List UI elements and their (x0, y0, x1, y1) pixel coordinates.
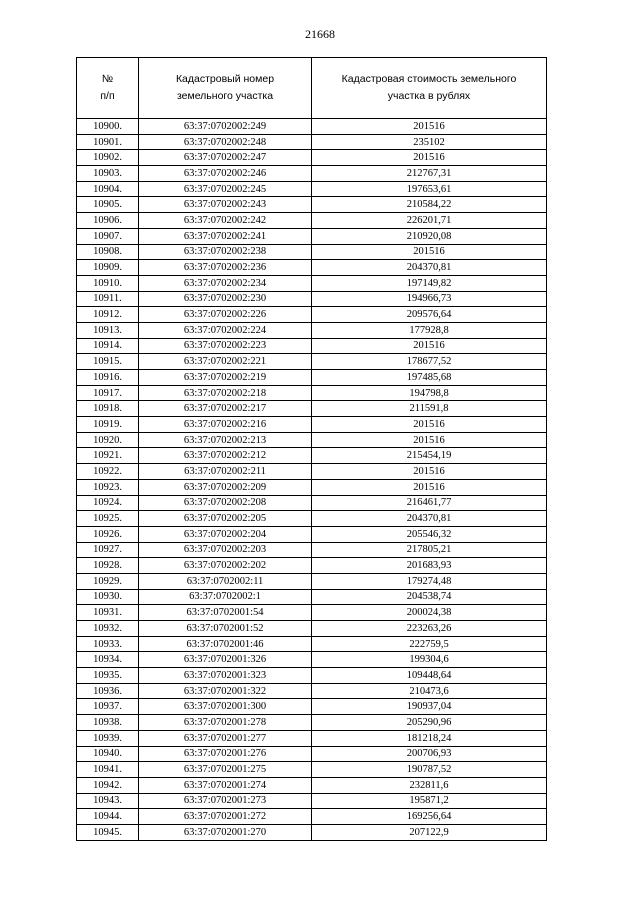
row-number: 10945. (77, 824, 139, 840)
cadastral-number: 63:37:0702001:278 (139, 715, 312, 731)
cadastral-value: 200706,93 (312, 746, 547, 762)
cadastral-value: 235102 (312, 134, 547, 150)
cadastral-value: 210584,22 (312, 197, 547, 213)
cadastral-value: 201516 (312, 119, 547, 135)
cadastral-number: 63:37:0702001:273 (139, 793, 312, 809)
table-row (77, 464, 547, 480)
row-number: 10916. (77, 370, 139, 386)
cadastral-number: 63:37:0702001:270 (139, 824, 312, 840)
cadastral-value: 216461,77 (312, 495, 547, 511)
row-number: 10926. (77, 526, 139, 542)
cadastral-number: 63:37:0702002:245 (139, 181, 312, 197)
table-row (77, 322, 547, 338)
row-number: 10925. (77, 511, 139, 527)
cadastral-value: 232811,6 (312, 777, 547, 793)
row-number: 10941. (77, 762, 139, 778)
cadastral-value: 205290,96 (312, 715, 547, 731)
cadastral-value: 201516 (312, 150, 547, 166)
row-number: 10917. (77, 385, 139, 401)
cadastral-number: 63:37:0702002:1 (139, 589, 312, 605)
row-number: 10901. (77, 134, 139, 150)
row-number: 10929. (77, 573, 139, 589)
cadastral-value: 210920,08 (312, 228, 547, 244)
cadastral-number: 63:37:0702002:223 (139, 338, 312, 354)
cadastral-number: 63:37:0702001:275 (139, 762, 312, 778)
table-row (77, 432, 547, 448)
header-cadastral-value: Кадастровая стоимость земельного участка в рублях (312, 58, 547, 119)
cadastral-value: 223263,26 (312, 621, 547, 637)
cadastral-value: 181218,24 (312, 730, 547, 746)
cadastral-value: 204370,81 (312, 511, 547, 527)
cadastral-value: 197485,68 (312, 370, 547, 386)
row-number: 10934. (77, 652, 139, 668)
table-row (77, 244, 547, 260)
row-number: 10902. (77, 150, 139, 166)
row-number: 10938. (77, 715, 139, 731)
cadastral-number: 63:37:0702002:247 (139, 150, 312, 166)
table-row (77, 385, 547, 401)
cadastral-value: 169256,64 (312, 809, 547, 825)
row-number: 10942. (77, 777, 139, 793)
cadastral-number: 63:37:0702002:224 (139, 322, 312, 338)
cadastral-number: 63:37:0702002:249 (139, 119, 312, 135)
cadastral-value: 211591,8 (312, 401, 547, 417)
table-row (77, 370, 547, 386)
cadastral-value: 201516 (312, 479, 547, 495)
table-row (77, 793, 547, 809)
table-row (77, 605, 547, 621)
table-row (77, 762, 547, 778)
cadastral-value: 217805,21 (312, 542, 547, 558)
table-row (77, 652, 547, 668)
cadastral-value: 201516 (312, 338, 547, 354)
table-row (77, 338, 547, 354)
header-cadastral-number: Кадастровый номер земельного участка (139, 58, 312, 119)
row-number: 10922. (77, 464, 139, 480)
cadastral-number: 63:37:0702002:212 (139, 448, 312, 464)
row-number: 10924. (77, 495, 139, 511)
table-row (77, 150, 547, 166)
table-row (77, 746, 547, 762)
row-number: 10921. (77, 448, 139, 464)
table-row (77, 448, 547, 464)
cadastral-number: 63:37:0702002:242 (139, 213, 312, 229)
cadastral-value: 179274,48 (312, 573, 547, 589)
table-row (77, 715, 547, 731)
cadastral-value: 204538,74 (312, 589, 547, 605)
cadastral-number: 63:37:0702001:322 (139, 683, 312, 699)
cadastral-number: 63:37:0702002:230 (139, 291, 312, 307)
row-number: 10918. (77, 401, 139, 417)
row-number: 10920. (77, 432, 139, 448)
cadastral-value: 205546,32 (312, 526, 547, 542)
table-row (77, 119, 547, 135)
table-row (77, 824, 547, 840)
cadastral-value: 201516 (312, 464, 547, 480)
cadastral-number: 63:37:0702001:272 (139, 809, 312, 825)
row-number: 10919. (77, 417, 139, 433)
cadastral-number: 63:37:0702002:217 (139, 401, 312, 417)
row-number: 10943. (77, 793, 139, 809)
cadastral-value: 200024,38 (312, 605, 547, 621)
table-row (77, 417, 547, 433)
row-number: 10913. (77, 322, 139, 338)
row-number: 10900. (77, 119, 139, 135)
table-header-row (77, 58, 547, 119)
cadastral-number: 63:37:0702001:276 (139, 746, 312, 762)
cadastral-value: 197149,82 (312, 275, 547, 291)
cadastral-number: 63:37:0702002:216 (139, 417, 312, 433)
cadastral-number: 63:37:0702002:226 (139, 307, 312, 323)
table-row (77, 636, 547, 652)
row-number: 10905. (77, 197, 139, 213)
cadastral-number: 63:37:0702001:52 (139, 621, 312, 637)
table-row (77, 197, 547, 213)
cadastral-value: 212767,31 (312, 166, 547, 182)
cadastral-number: 63:37:0702002:11 (139, 573, 312, 589)
cadastral-number: 63:37:0702002:209 (139, 479, 312, 495)
row-number: 10914. (77, 338, 139, 354)
row-number: 10903. (77, 166, 139, 182)
row-number: 10933. (77, 636, 139, 652)
table-row (77, 542, 547, 558)
cadastral-number: 63:37:0702001:54 (139, 605, 312, 621)
table-row (77, 401, 547, 417)
table-row (77, 307, 547, 323)
cadastral-number: 63:37:0702002:203 (139, 542, 312, 558)
cadastral-number: 63:37:0702001:326 (139, 652, 312, 668)
cadastral-value: 190937,04 (312, 699, 547, 715)
cadastral-number: 63:37:0702001:277 (139, 730, 312, 746)
row-number: 10912. (77, 307, 139, 323)
cadastral-number: 63:37:0702002:241 (139, 228, 312, 244)
table-row (77, 699, 547, 715)
row-number: 10931. (77, 605, 139, 621)
cadastral-number: 63:37:0702002:208 (139, 495, 312, 511)
cadastral-value: 109448,64 (312, 668, 547, 684)
row-number: 10915. (77, 354, 139, 370)
row-number: 10923. (77, 479, 139, 495)
cadastral-value: 190787,52 (312, 762, 547, 778)
cadastral-number: 63:37:0702002:204 (139, 526, 312, 542)
row-number: 10904. (77, 181, 139, 197)
cadastral-value: 201516 (312, 432, 547, 448)
cadastral-value: 178677,52 (312, 354, 547, 370)
table-row (77, 589, 547, 605)
cadastral-number: 63:37:0702002:236 (139, 260, 312, 276)
row-number: 10907. (77, 228, 139, 244)
cadastral-number: 63:37:0702002:202 (139, 558, 312, 574)
table-row (77, 573, 547, 589)
row-number: 10939. (77, 730, 139, 746)
table-row (77, 683, 547, 699)
cadastral-value: 226201,71 (312, 213, 547, 229)
cadastral-number: 63:37:0702001:300 (139, 699, 312, 715)
table-row (77, 809, 547, 825)
cadastral-table (76, 57, 547, 841)
row-number: 10927. (77, 542, 139, 558)
cadastral-number: 63:37:0702002:238 (139, 244, 312, 260)
row-number: 10930. (77, 589, 139, 605)
cadastral-number: 63:37:0702001:323 (139, 668, 312, 684)
cadastral-number: 63:37:0702002:248 (139, 134, 312, 150)
cadastral-number: 63:37:0702002:211 (139, 464, 312, 480)
row-number: 10944. (77, 809, 139, 825)
table-row (77, 213, 547, 229)
cadastral-value: 207122,9 (312, 824, 547, 840)
row-number: 10935. (77, 668, 139, 684)
cadastral-number: 63:37:0702001:46 (139, 636, 312, 652)
cadastral-number: 63:37:0702002:213 (139, 432, 312, 448)
table-row (77, 134, 547, 150)
table-row (77, 260, 547, 276)
table-row (77, 228, 547, 244)
row-number: 10937. (77, 699, 139, 715)
cadastral-value: 197653,61 (312, 181, 547, 197)
cadastral-value: 210473,6 (312, 683, 547, 699)
row-number: 10932. (77, 621, 139, 637)
cadastral-number: 63:37:0702002:221 (139, 354, 312, 370)
table-row (77, 291, 547, 307)
table-row (77, 166, 547, 182)
table-row (77, 777, 547, 793)
table-row (77, 526, 547, 542)
cadastral-number: 63:37:0702002:234 (139, 275, 312, 291)
table-row (77, 558, 547, 574)
cadastral-value: 209576,64 (312, 307, 547, 323)
cadastral-value: 215454,19 (312, 448, 547, 464)
cadastral-value: 194798,8 (312, 385, 547, 401)
table-row (77, 181, 547, 197)
cadastral-value: 222759,5 (312, 636, 547, 652)
row-number: 10910. (77, 275, 139, 291)
cadastral-number: 63:37:0702002:218 (139, 385, 312, 401)
cadastral-value: 204370,81 (312, 260, 547, 276)
cadastral-number: 63:37:0702002:219 (139, 370, 312, 386)
table-row (77, 495, 547, 511)
table-row (77, 511, 547, 527)
cadastral-number: 63:37:0702001:274 (139, 777, 312, 793)
cadastral-value: 194966,73 (312, 291, 547, 307)
cadastral-value: 201516 (312, 244, 547, 260)
cadastral-value: 195871,2 (312, 793, 547, 809)
table-row (77, 668, 547, 684)
header-number: № п/п (77, 58, 139, 119)
cadastral-value: 177928,8 (312, 322, 547, 338)
row-number: 10940. (77, 746, 139, 762)
cadastral-value: 201516 (312, 417, 547, 433)
cadastral-number: 63:37:0702002:246 (139, 166, 312, 182)
table-row (77, 730, 547, 746)
cadastral-number: 63:37:0702002:243 (139, 197, 312, 213)
table-body (77, 119, 547, 841)
row-number: 10906. (77, 213, 139, 229)
cadastral-value: 201683,93 (312, 558, 547, 574)
cadastral-number: 63:37:0702002:205 (139, 511, 312, 527)
row-number: 10908. (77, 244, 139, 260)
cadastral-value: 199304,6 (312, 652, 547, 668)
table-row (77, 354, 547, 370)
row-number: 10911. (77, 291, 139, 307)
table-row (77, 479, 547, 495)
row-number: 10928. (77, 558, 139, 574)
page-number: 21668 (305, 27, 335, 41)
table-row (77, 275, 547, 291)
row-number: 10936. (77, 683, 139, 699)
table-row (77, 621, 547, 637)
row-number: 10909. (77, 260, 139, 276)
